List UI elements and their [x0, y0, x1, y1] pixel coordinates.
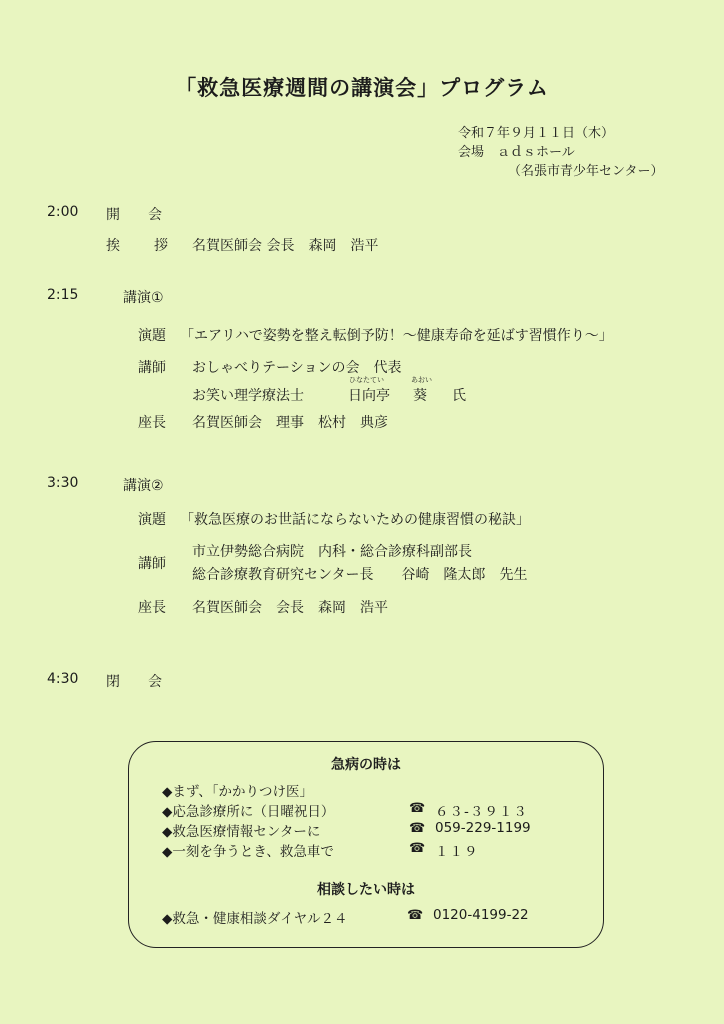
- lecture1-speaker-ruby1: ひなたてい: [349, 376, 384, 384]
- lecture2-label: 講演②: [123, 478, 164, 494]
- emergency-info-box: [128, 741, 604, 948]
- phone-icon: ☎: [409, 841, 426, 856]
- lecture2-title-label: 演題: [138, 512, 166, 528]
- event-date: 令和７年９月１１日（木）: [458, 126, 615, 141]
- lecture2-chair-label: 座長: [138, 600, 166, 616]
- lecture1-speaker-name1: 日向亭: [348, 388, 390, 404]
- open-time: 2:00: [47, 204, 79, 220]
- emergency-number-2: ６３-３９１３: [435, 804, 528, 820]
- lecture2-speaker-line1: 市立伊勢総合病院 内科・総合診療科副部長: [192, 544, 472, 560]
- lecture2-speaker-line2: 総合診療教育研究センター長 谷崎 隆太郎 先生: [192, 567, 528, 583]
- greeting-text: 名賀医師会 会長 森岡 浩平: [192, 238, 379, 254]
- lecture1-chair: 名賀医師会 理事 松村 典彦: [192, 415, 388, 431]
- consult-number: 0120-4199-22: [433, 907, 529, 923]
- close-time: 4:30: [47, 671, 79, 687]
- event-venue-sub: （名張市青少年センター）: [508, 164, 664, 179]
- phone-icon: ☎: [407, 908, 424, 923]
- lecture2-title: 「救急医療のお世話にならないための健康習慣の秘訣」: [180, 512, 530, 528]
- lecture1-speaker-line1: おしゃべりテーションの会 代表: [192, 360, 402, 376]
- emergency-number-3: 059-229-1199: [435, 820, 531, 836]
- consult-item: ◆救急・健康相談ダイヤル２４: [162, 911, 348, 927]
- event-venue: 会場 ａｄｓホール: [458, 145, 575, 160]
- lecture2-time: 3:30: [47, 475, 79, 491]
- emergency-heading: 急病の時は: [331, 757, 401, 773]
- open-label: 開 会: [106, 207, 162, 223]
- lecture1-title-label: 演題: [138, 328, 166, 344]
- emergency-item-4: ◆一刻を争うとき、救急車で: [162, 844, 334, 860]
- page-title: 「救急医療週間の講演会」プログラム: [175, 76, 549, 100]
- lecture1-title: 「エアリハで姿勢を整え転倒予防！～健康寿命を延ばす習慣作り～」: [180, 328, 613, 344]
- lecture1-speaker-ruby2: あおい: [411, 376, 432, 384]
- close-label: 閉 会: [106, 674, 162, 690]
- consult-heading: 相談したい時は: [317, 882, 415, 898]
- lecture2-chair: 名賀医師会 会長 森岡 浩平: [192, 600, 388, 616]
- lecture1-speaker-suffix: 氏: [452, 388, 466, 404]
- phone-icon: ☎: [409, 801, 426, 816]
- greeting-label: 挨 拶: [106, 238, 178, 254]
- lecture1-time: 2:15: [47, 287, 79, 303]
- lecture1-speaker-prefix: お笑い理学療法士: [192, 388, 304, 404]
- emergency-item-3: ◆救急医療情報センターに: [162, 824, 321, 840]
- lecture1-label: 講演①: [123, 290, 164, 306]
- lecture1-speaker-name2: 葵: [413, 388, 427, 404]
- emergency-number-4: １１９: [435, 844, 479, 860]
- emergency-item-1: ◆まず、「かかりつけ医」: [162, 784, 314, 800]
- lecture1-speaker-label: 講師: [138, 360, 166, 376]
- lecture2-speaker-label: 講師: [138, 556, 166, 572]
- lecture1-chair-label: 座長: [138, 415, 166, 431]
- phone-icon: ☎: [409, 821, 426, 836]
- emergency-item-2: ◆応急診療所に（日曜祝日）: [162, 804, 335, 820]
